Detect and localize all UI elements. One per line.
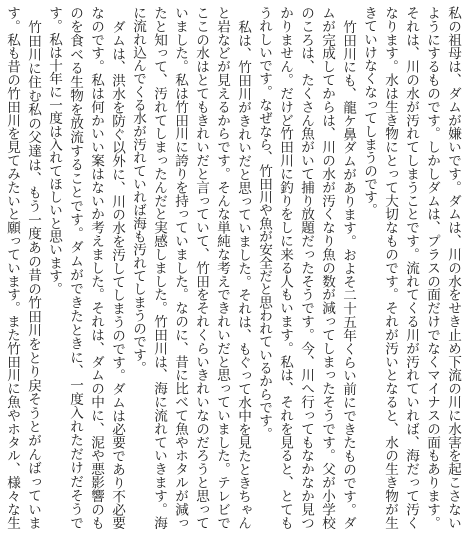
paragraph-5: 竹田川に住む私の父達は、もう一度あの昔の竹田川をとり戻そうとがんばっています。私も昔の竹田川を見てみたいと願っています。また竹田川に魚やホタル、様々な生 (4, 6, 41, 529)
essay-body (4, 6, 463, 529)
paragraph-3: 私は、竹田川がきれいだと思っていました。それは、もぐって水中を見たときちゃんと岩などが見えるからです。そんな単純な考えできれいだと思っていました。テレビでここの水はとてもきれいだと言っていて、竹田をそれくらいきれいなのだろうと思っていました。私は竹田川に誇りを持っていました。なのに、昔に比べて魚やホタルが減ったと知って、汚れてしまったんだと実感しました。竹田川は、海に流れていきます。海に流れ込んでくる水が汚れていれば海も汚れてしまうのです。 (130, 6, 251, 529)
paragraph-1: 私の祖母は、ダムが嫌いです。ダムは、川の水をせき止め下流の川に水害を起こさないようにするものです。しかしダムは、プラスの面だけでなくマイナスの面もあります。それは、川の水が汚れてしまうことです。流れてくる川が汚れていれば、海だって汚くなります。水は生き物にとって大切なものです。それが汚いとなると、水の生き物が生きていけなくなってしまうのです。 (361, 6, 461, 529)
paragraph-4: ダムは、洪水を防ぐ以外に、川の水を汚してしまうのです。ダムは必要であり不必要なのです。私は何かいい案はないか考えました。それは、ダムの中に、泥や悪影響のものを食べる生物を放流することです。ダムができたときに、一度入れただけだそうです。私は十年に一度は入れてほしいと思います。 (46, 6, 125, 529)
paragraph-2: 竹田川にも、龍ケ鼻ダムがあります。およそ二十五年くらい前にできたものです。ダムが完成してからは、川の水が汚くなり魚の数が減ってしまったそうです。父が小学校のころは、たくさん魚がいて捕り放題だったそうです。今、川へ行ってもなかなか見つかりません。だけど竹田川に釣りをしに来る人もいます。私は、それを見ると、とてもうれしいです。なぜなら、竹田川や魚が安全だと思われているからです。 (256, 6, 356, 529)
